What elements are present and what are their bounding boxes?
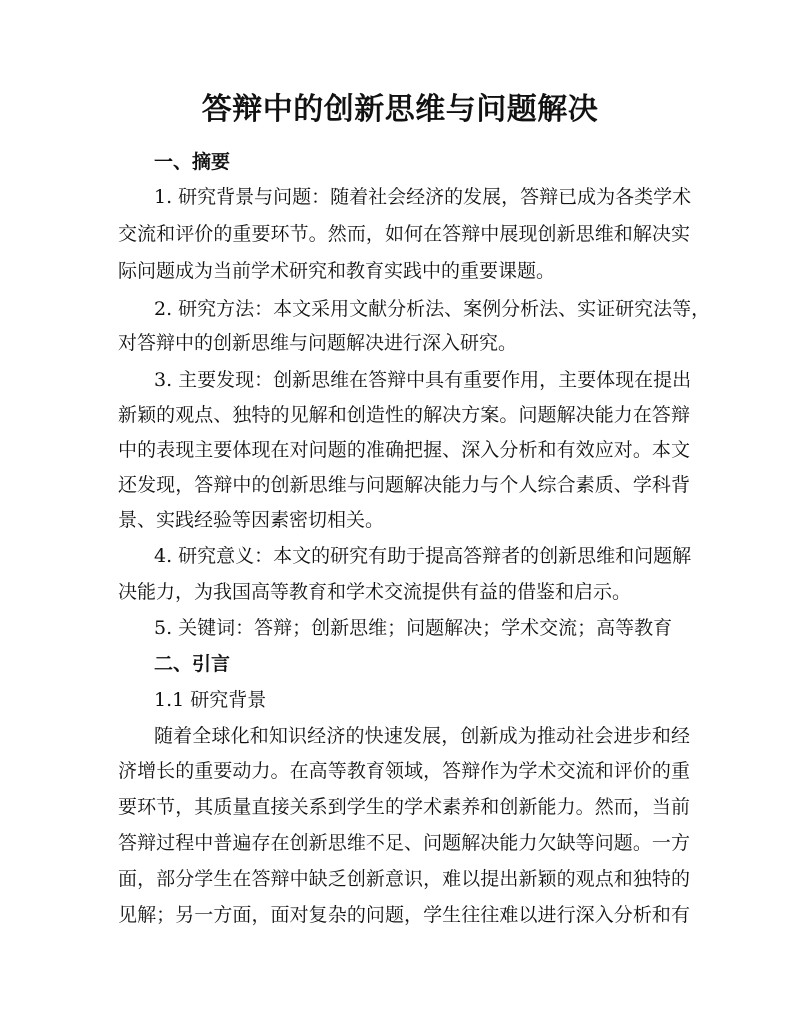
paragraph-line: 还发现，答辩中的创新思维与问题解决能力与个人综合素质、学科背 bbox=[118, 474, 690, 496]
paragraph-line: 随着全球化和知识经济的快速发展，创新成为推动社会进步和经 bbox=[154, 725, 690, 747]
paragraph-line: 见解；另一方面，面对复杂的问题，学生往往难以进行深入分析和有 bbox=[118, 904, 690, 926]
paragraph-line: 际问题成为当前学术研究和教育实践中的重要课题。 bbox=[118, 260, 556, 282]
paragraph-line: 决能力，为我国高等教育和学术交流提供有益的借鉴和启示。 bbox=[118, 581, 632, 603]
paragraph-line: 济增长的重要动力。在高等教育领域，答辩作为学术交流和评价的重 bbox=[118, 760, 690, 782]
document-title: 答辩中的创新思维与问题解决 bbox=[201, 92, 599, 127]
paragraph-line: 中的表现主要体现在对问题的准确把握、深入分析和有效应对。本文 bbox=[118, 439, 690, 461]
section-subheading: 1.1 研究背景 bbox=[154, 689, 267, 711]
introduction-heading: 二、引言 bbox=[154, 653, 231, 675]
paragraph-line: 景、实践经验等因素密切相关。 bbox=[118, 509, 385, 531]
paragraph-line: 4. 研究意义：本文的研究有助于提高答辩者的创新思维和问题解 bbox=[154, 545, 692, 567]
paragraph-line: 新颖的观点、独特的见解和创造性的解决方案。问题解决能力在答辩 bbox=[118, 404, 690, 426]
paragraph-line: 交流和评价的重要环节。然而，如何在答辩中展现创新思维和解决实 bbox=[118, 223, 690, 245]
paragraph-line: 对答辩中的创新思维与问题解决进行深入研究。 bbox=[118, 332, 518, 354]
paragraph-line: 面，部分学生在答辩中缺乏创新意识，难以提出新颖的观点和独特的 bbox=[118, 868, 690, 890]
paragraph-line: 2. 研究方法：本文采用文献分析法、案例分析法、实证研究法等， bbox=[154, 298, 711, 320]
paragraph-line: 1. 研究背景与问题：随着社会经济的发展，答辩已成为各类学术 bbox=[154, 186, 692, 208]
keywords-line: 5. 关键词：答辩；创新思维；问题解决；学术交流；高等教育 bbox=[154, 617, 673, 639]
abstract-heading: 一、摘要 bbox=[154, 151, 231, 173]
paragraph-line: 要环节，其质量直接关系到学生的学术素养和创新能力。然而，当前 bbox=[118, 796, 690, 818]
paragraph-line: 答辩过程中普遍存在创新思维不足、问题解决能力欠缺等问题。一方 bbox=[118, 832, 690, 854]
paragraph-line: 3. 主要发现：创新思维在答辩中具有重要作用，主要体现在提出 bbox=[154, 369, 692, 391]
